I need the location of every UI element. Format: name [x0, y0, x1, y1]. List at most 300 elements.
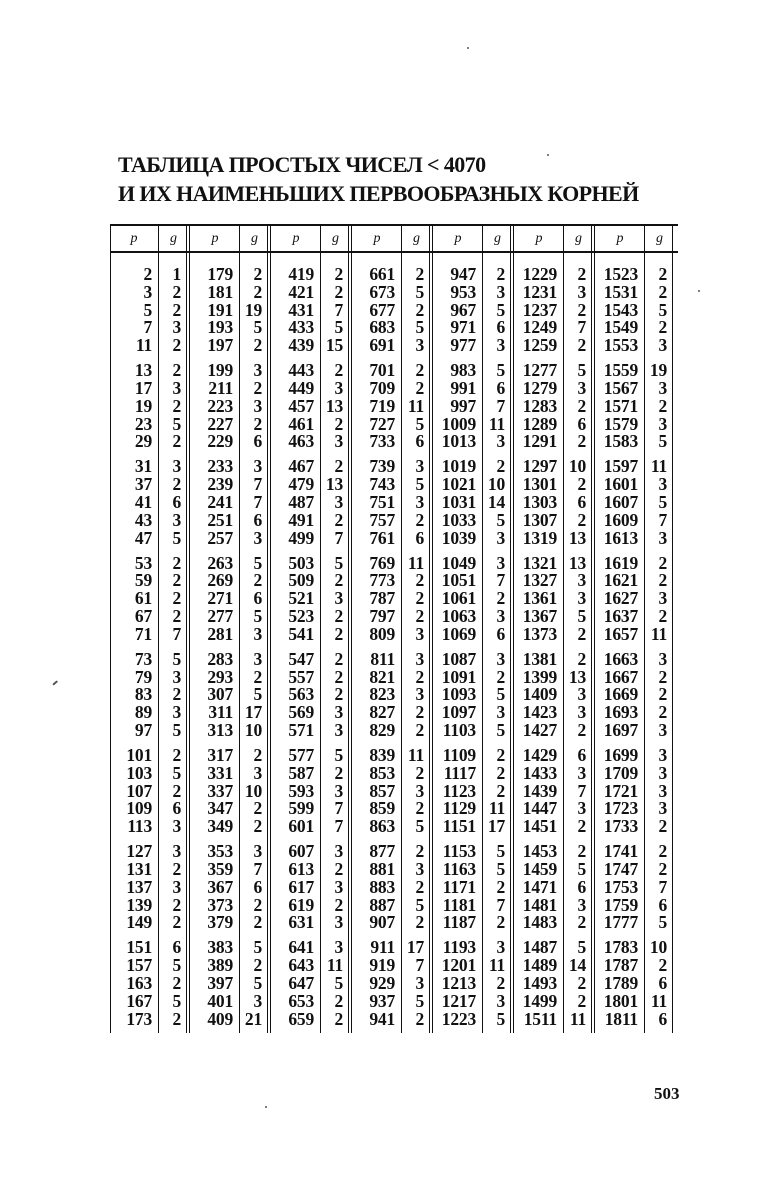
- prime-cell: 761: [369, 527, 395, 548]
- prime-cell: 1051: [441, 570, 476, 591]
- prime-cell: 163: [126, 973, 152, 993]
- prime-cell: 347: [207, 798, 233, 819]
- prime-cell: 1277: [522, 360, 557, 381]
- root-cell: 3: [658, 762, 667, 783]
- prime-cell: 1619: [603, 552, 638, 573]
- root-cell: 2: [415, 762, 424, 783]
- root-cell: 5: [253, 606, 262, 626]
- root-cell: 6: [658, 1008, 667, 1029]
- root-cell: 5: [415, 816, 424, 837]
- root-cell: 5: [577, 360, 586, 381]
- prime-cell: 769: [369, 552, 395, 573]
- root-cell: 3: [577, 798, 586, 819]
- column-divider: [239, 224, 240, 1033]
- root-cell: 2: [577, 335, 586, 356]
- prime-cell: 757: [369, 509, 395, 530]
- prime-cell: 653: [288, 990, 314, 1011]
- prime-cell: 937: [369, 990, 395, 1011]
- prime-cell: 523: [288, 606, 314, 626]
- column-double-divider: [429, 224, 430, 1033]
- root-cell: 2: [415, 606, 424, 626]
- root-cell: 3: [577, 684, 586, 705]
- prime-cell: 643: [288, 955, 314, 976]
- root-cell: 3: [658, 798, 667, 819]
- g-column-header: g: [494, 231, 501, 246]
- root-cell: 5: [496, 1008, 505, 1029]
- prime-cell: 89: [134, 702, 152, 723]
- root-cell: 5: [496, 859, 505, 879]
- root-cell: 7: [496, 570, 505, 591]
- root-cell: 3: [415, 623, 424, 644]
- root-cell: 2: [658, 317, 667, 338]
- root-cell: 5: [658, 431, 667, 452]
- prime-cell: 233: [207, 456, 233, 477]
- prime-cell: 607: [288, 841, 314, 862]
- root-cell: 11: [569, 1008, 586, 1029]
- root-cell: 3: [334, 702, 343, 723]
- prime-cell: 211: [208, 378, 233, 398]
- root-cell: 3: [658, 745, 667, 765]
- title-line-1: ТАБЛИЦА ПРОСТЫХ ЧИСЕЛ < 4070: [118, 152, 486, 177]
- prime-cell: 1747: [603, 859, 638, 879]
- root-cell: 2: [253, 816, 262, 837]
- root-cell: 3: [577, 762, 586, 783]
- prime-cell: 613: [288, 859, 314, 879]
- root-cell: 2: [334, 666, 343, 687]
- root-cell: 3: [415, 780, 424, 801]
- prime-cell: 1129: [442, 798, 476, 819]
- root-cell: 5: [496, 299, 505, 320]
- root-cell: 6: [496, 317, 505, 338]
- root-cell: 2: [496, 456, 505, 477]
- prime-cell: 269: [207, 570, 233, 591]
- scan-speck: [698, 290, 700, 292]
- root-cell: 5: [496, 684, 505, 705]
- prime-cell: 577: [288, 745, 314, 765]
- prime-cell: 1049: [441, 552, 476, 573]
- prime-cell: 173: [126, 1008, 152, 1029]
- g-column: [567, 224, 590, 1033]
- prime-cell: 397: [207, 973, 233, 993]
- prime-cell: 41: [134, 492, 152, 512]
- root-cell: 7: [658, 876, 667, 897]
- prime-cell: 929: [369, 973, 395, 993]
- prime-cell: 661: [369, 264, 395, 284]
- root-cell: 2: [172, 745, 181, 765]
- prime-cell: 151: [126, 937, 152, 958]
- root-cell: 2: [415, 666, 424, 687]
- root-cell: 2: [577, 474, 586, 495]
- prime-cell: 1151: [442, 816, 476, 837]
- prime-cell: 1297: [522, 456, 557, 477]
- root-cell: 2: [577, 623, 586, 644]
- prime-cell: 367: [207, 876, 233, 897]
- prime-cell: 29: [134, 431, 152, 452]
- root-cell: 3: [253, 990, 262, 1011]
- prime-cell: 1777: [603, 912, 638, 933]
- root-cell: 5: [415, 317, 424, 338]
- prime-cell: 673: [369, 281, 395, 302]
- prime-cell: 1303: [522, 492, 557, 512]
- prime-cell: 1201: [441, 955, 476, 976]
- prime-cell: 487: [288, 492, 314, 512]
- root-cell: 17: [406, 937, 424, 958]
- root-cell: 3: [658, 335, 667, 356]
- column-divider: [672, 224, 673, 1033]
- root-cell: 5: [172, 527, 181, 548]
- root-cell: 5: [172, 762, 181, 783]
- root-cell: 17: [244, 702, 262, 723]
- prime-cell: 479: [288, 474, 314, 495]
- root-cell: 10: [649, 937, 667, 958]
- prime-cell: 1069: [441, 623, 476, 644]
- root-cell: 2: [415, 378, 424, 398]
- root-cell: 11: [650, 990, 667, 1011]
- prime-cell: 157: [126, 955, 152, 976]
- prime-cell: 79: [134, 666, 152, 687]
- root-cell: 5: [172, 413, 181, 434]
- root-cell: 2: [415, 720, 424, 740]
- root-cell: 2: [658, 606, 667, 626]
- prime-cell: 1361: [522, 588, 557, 609]
- prime-cell: 1429: [522, 745, 557, 765]
- root-cell: 2: [172, 588, 181, 609]
- root-cell: 11: [326, 955, 343, 976]
- root-cell: 3: [172, 841, 181, 862]
- root-cell: 5: [172, 990, 181, 1011]
- prime-cell: 1433: [522, 762, 557, 783]
- root-cell: 5: [334, 973, 343, 993]
- root-cell: 2: [658, 281, 667, 302]
- prime-cell: 3: [143, 281, 152, 302]
- prime-cell: 1063: [441, 606, 476, 626]
- root-cell: 3: [415, 335, 424, 356]
- prime-cell: 859: [369, 798, 395, 819]
- prime-cell: 997: [450, 395, 476, 416]
- column-divider: [320, 224, 321, 1033]
- prime-cell: 1627: [603, 588, 638, 609]
- primes-table: [110, 224, 678, 1033]
- prime-cell: 1319: [522, 527, 557, 548]
- root-cell: 5: [496, 509, 505, 530]
- root-cell: 3: [334, 780, 343, 801]
- prime-cell: 1217: [441, 990, 476, 1011]
- prime-cell: 431: [288, 299, 314, 320]
- prime-cell: 1801: [603, 990, 638, 1011]
- root-cell: 3: [496, 990, 505, 1011]
- root-cell: 3: [577, 588, 586, 609]
- prime-cell: 191: [207, 299, 233, 320]
- root-cell: 5: [577, 859, 586, 879]
- prime-cell: 563: [288, 684, 314, 705]
- prime-cell: 1093: [441, 684, 476, 705]
- root-cell: 2: [334, 456, 343, 477]
- prime-cell: 337: [207, 780, 233, 801]
- root-cell: 2: [658, 570, 667, 591]
- root-cell: 6: [415, 527, 424, 548]
- prime-cell: 619: [288, 894, 314, 915]
- root-cell: 11: [488, 413, 505, 434]
- root-cell: 10: [244, 720, 262, 740]
- prime-cell: 541: [288, 623, 314, 644]
- root-cell: 2: [172, 606, 181, 626]
- root-cell: 3: [172, 666, 181, 687]
- prime-cell: 59: [134, 570, 152, 591]
- prime-cell: 103: [126, 762, 152, 783]
- root-cell: 5: [415, 894, 424, 915]
- prime-cell: 1409: [522, 684, 557, 705]
- root-cell: 2: [496, 973, 505, 993]
- prime-cell: 1013: [441, 431, 476, 452]
- root-cell: 3: [415, 648, 424, 669]
- root-cell: 2: [577, 648, 586, 669]
- root-cell: 3: [334, 937, 343, 958]
- root-cell: 3: [172, 816, 181, 837]
- root-cell: 7: [496, 395, 505, 416]
- prime-cell: 127: [126, 841, 152, 862]
- prime-cell: 449: [288, 378, 314, 398]
- root-cell: 6: [496, 623, 505, 644]
- root-cell: 2: [658, 666, 667, 687]
- root-cell: 2: [577, 973, 586, 993]
- prime-cell: 941: [369, 1008, 395, 1029]
- root-cell: 2: [415, 912, 424, 933]
- root-cell: 11: [650, 623, 667, 644]
- root-cell: 5: [658, 912, 667, 933]
- prime-cell: 1559: [603, 360, 638, 381]
- root-cell: 2: [577, 912, 586, 933]
- root-cell: 3: [172, 456, 181, 477]
- prime-cell: 379: [207, 912, 233, 933]
- prime-cell: 463: [288, 431, 314, 452]
- root-cell: 7: [253, 474, 262, 495]
- prime-cell: 829: [369, 720, 395, 740]
- prime-cell: 1759: [603, 894, 638, 915]
- prime-cell: 409: [207, 1008, 233, 1029]
- root-cell: 17: [487, 816, 505, 837]
- prime-cell: 307: [207, 684, 233, 705]
- prime-cell: 1117: [443, 762, 476, 783]
- column-divider: [401, 224, 402, 1033]
- prime-cell: 1571: [603, 395, 638, 416]
- prime-cell: 863: [369, 816, 395, 837]
- prime-cell: 359: [207, 859, 233, 879]
- prime-cell: 1193: [442, 937, 476, 958]
- prime-cell: 857: [369, 780, 395, 801]
- root-cell: 5: [253, 317, 262, 338]
- prime-cell: 1279: [522, 378, 557, 398]
- prime-cell: 1709: [603, 762, 638, 783]
- root-cell: 3: [334, 431, 343, 452]
- column-divider: [644, 224, 645, 1033]
- root-cell: 2: [658, 955, 667, 976]
- root-cell: 11: [650, 456, 667, 477]
- prime-cell: 1373: [522, 623, 557, 644]
- g-column-header: g: [251, 231, 258, 246]
- prime-cell: 7: [143, 317, 152, 338]
- prime-cell: 73: [134, 648, 152, 669]
- root-cell: 2: [172, 299, 181, 320]
- prime-cell: 71: [134, 623, 152, 644]
- prime-cell: 439: [288, 335, 314, 356]
- prime-cell: 1579: [603, 413, 638, 434]
- root-cell: 7: [253, 492, 262, 512]
- prime-cell: 587: [288, 762, 314, 783]
- prime-cell: 1699: [603, 745, 638, 765]
- column-double-divider: [186, 224, 187, 1033]
- root-cell: 2: [415, 876, 424, 897]
- prime-cell: 349: [207, 816, 233, 837]
- prime-cell: 239: [207, 474, 233, 495]
- root-cell: 2: [172, 912, 181, 933]
- prime-cell: 991: [450, 378, 476, 398]
- root-cell: 6: [415, 431, 424, 452]
- root-cell: 3: [577, 281, 586, 302]
- root-cell: 5: [334, 745, 343, 765]
- root-cell: 5: [253, 552, 262, 573]
- prime-cell: 1499: [522, 990, 557, 1011]
- prime-cell: 1009: [441, 413, 476, 434]
- root-cell: 2: [577, 990, 586, 1011]
- prime-cell: 743: [369, 474, 395, 495]
- root-cell: 3: [577, 570, 586, 591]
- prime-cell: 617: [288, 876, 314, 897]
- root-cell: 3: [496, 937, 505, 958]
- root-cell: 7: [658, 509, 667, 530]
- prime-cell: 503: [288, 552, 314, 573]
- root-cell: 3: [577, 702, 586, 723]
- root-cell: 6: [172, 798, 181, 819]
- prime-cell: 521: [288, 588, 314, 609]
- root-cell: 2: [334, 1008, 343, 1029]
- root-cell: 2: [253, 413, 262, 434]
- prime-cell: 1553: [603, 335, 638, 356]
- root-cell: 5: [334, 552, 343, 573]
- prime-cell: 61: [134, 588, 152, 609]
- root-cell: 2: [334, 684, 343, 705]
- root-cell: 3: [172, 876, 181, 897]
- prime-cell: 1543: [603, 299, 638, 320]
- prime-cell: 353: [207, 841, 233, 862]
- root-cell: 14: [568, 955, 586, 976]
- prime-cell: 1367: [522, 606, 557, 626]
- root-cell: 13: [568, 552, 586, 573]
- root-cell: 2: [496, 745, 505, 765]
- column-divider: [158, 224, 159, 1033]
- root-cell: 5: [415, 281, 424, 302]
- prime-cell: 149: [126, 912, 152, 933]
- prime-cell: 199: [207, 360, 233, 381]
- root-cell: 2: [658, 841, 667, 862]
- root-cell: 3: [658, 720, 667, 740]
- prime-cell: 17: [134, 378, 152, 398]
- g-column-header: g: [413, 231, 420, 246]
- prime-cell: 491: [288, 509, 314, 530]
- g-column: [486, 224, 509, 1033]
- root-cell: 3: [415, 456, 424, 477]
- prime-cell: 467: [288, 456, 314, 477]
- root-cell: 2: [334, 606, 343, 626]
- root-cell: 3: [577, 894, 586, 915]
- prime-cell: 683: [369, 317, 395, 338]
- prime-cell: 1087: [441, 648, 476, 669]
- prime-cell: 1237: [522, 299, 557, 320]
- root-cell: 3: [577, 378, 586, 398]
- prime-cell: 601: [288, 816, 314, 837]
- prime-cell: 293: [207, 666, 233, 687]
- root-cell: 11: [488, 955, 505, 976]
- root-cell: 2: [658, 859, 667, 879]
- column-divider: [110, 224, 111, 1033]
- root-cell: 13: [568, 666, 586, 687]
- prime-cell: 739: [369, 456, 395, 477]
- root-cell: 3: [658, 378, 667, 398]
- prime-cell: 1723: [603, 798, 638, 819]
- root-cell: 5: [415, 990, 424, 1011]
- prime-cell: 1061: [441, 588, 476, 609]
- page-title: [118, 150, 639, 208]
- prime-cell: 53: [134, 552, 152, 573]
- prime-cell: 647: [288, 973, 314, 993]
- prime-cell: 947: [450, 264, 476, 284]
- prime-cell: 1657: [603, 623, 638, 644]
- root-cell: 3: [334, 378, 343, 398]
- p-column: [517, 224, 561, 1033]
- root-cell: 2: [334, 859, 343, 879]
- root-cell: 2: [172, 894, 181, 915]
- root-cell: 2: [172, 431, 181, 452]
- root-cell: 2: [658, 552, 667, 573]
- root-cell: 2: [172, 973, 181, 993]
- root-cell: 6: [577, 413, 586, 434]
- root-cell: 5: [172, 648, 181, 669]
- g-column: [243, 224, 266, 1033]
- prime-cell: 181: [207, 281, 233, 302]
- root-cell: 2: [577, 841, 586, 862]
- prime-cell: 281: [207, 623, 233, 644]
- root-cell: 5: [253, 973, 262, 993]
- prime-cell: 37: [134, 474, 152, 495]
- prime-cell: 1787: [603, 955, 638, 976]
- prime-cell: 1091: [441, 666, 476, 687]
- prime-cell: 1181: [442, 894, 476, 915]
- root-cell: 2: [496, 912, 505, 933]
- root-cell: 3: [496, 648, 505, 669]
- root-cell: 3: [658, 527, 667, 548]
- root-cell: 6: [577, 745, 586, 765]
- g-column: [162, 224, 185, 1033]
- prime-cell: 821: [369, 666, 395, 687]
- prime-cell: 1621: [603, 570, 638, 591]
- root-cell: 7: [334, 798, 343, 819]
- root-cell: 5: [658, 299, 667, 320]
- prime-cell: 313: [207, 720, 233, 740]
- root-cell: 2: [577, 299, 586, 320]
- root-cell: 3: [658, 648, 667, 669]
- root-cell: 2: [658, 684, 667, 705]
- column-double-divider: [510, 224, 511, 1033]
- prime-cell: 691: [369, 335, 395, 356]
- root-cell: 2: [415, 1008, 424, 1029]
- prime-cell: 1259: [522, 335, 557, 356]
- column-double-divider: [591, 224, 592, 1033]
- prime-cell: 1289: [522, 413, 557, 434]
- root-cell: 5: [496, 841, 505, 862]
- root-cell: 13: [568, 527, 586, 548]
- root-cell: 3: [253, 456, 262, 477]
- prime-cell: 1601: [603, 474, 638, 495]
- root-cell: 6: [172, 937, 181, 958]
